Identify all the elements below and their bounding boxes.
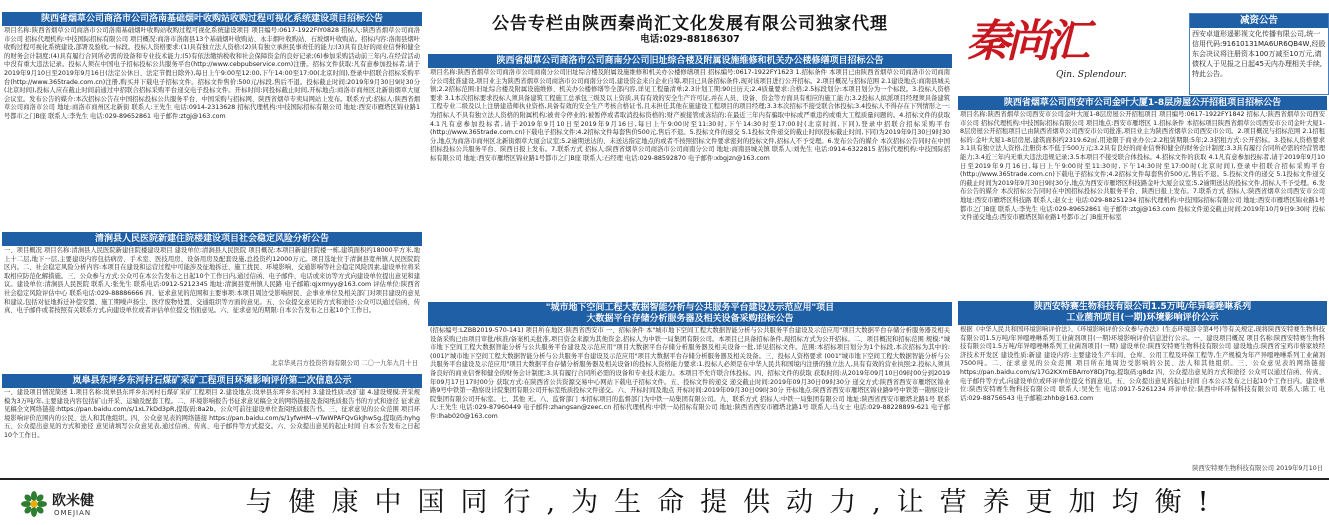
notice-title <box>958 301 1327 325</box>
logo-chinese: 秦尚汇 <box>966 16 1086 67</box>
notice-text: 项目名称:陕西省烟草公司商洛市公司商南分公司旧址综合楼及附属设施维修和机关办公楼修缮项目 招标编号:0617-1922FY1623 1.招标条件 本项目已由陕西省烟草公司商洛市公司商南分公司批准建设,项目业主为陕西省烟草公司商洛市公司商南分公司,建设资金来自企业自筹,项目已具备招标条件,现对该项目进行公开招标。2.项目概况与招标范围 2.1建设地点:商南县城关镇;2.2招标范围:旧址综合楼及附属设施维修、机关办公楼修缮等全部内容,详见工程量清单;2.3计划工期:90日历天;2.4质量要求:合格;2.5标段划分:本项目划分为一个标段。3.投标人资格要求 3.1本次招标要求投标人须具备建筑工程施工总承包三级及以上资质,具有有效的安全生产许可证,并在人员、设备、资金等方面具有相应的施工能力;3.2投标人拟派项目经理须具备建筑工程专业二级及以上注册建造师执业资格,具备有效的安全生产考核合格证书,且未担任其他在施建设工程项目的项目经理;3.3本次招标不接受联合体投标;3.4投标人不得存在下列情形之一:为招标人不具有独立法人资格的附属机构;被责令停业的;被暂停或者取消投标资格的;财产被接管或冻结的;在最近三年内有骗取中标或严重违约或重大工程质量问题的。4.招标文件的获取 4.1凡有意参加投标者,请于2019年9月10日至2019年9月16日,每日上午9:00时至11:30时,下午14:30时至17:00时(北京时间,下同),登录中招联合招标采购平台(http://www.365trade.com.cn)下载电子招标文件;4.2招标文件每套售价500元,售后不退。5.投标文件的递交 5.1投标文件递交的截止时间(投标截止时间,下同)为2019年9月30日9时30分,地点为商洛市商州区北新街烟草大厦会议室;5.2逾期送达的、未送达指定地点的或者不按照招标文件要求密封的投标文件,招标人不予受理。6.发布公告的媒介 本次招标公告同时在中国招标投标公共服务平台、陕西日报上发布。7.联系方式 招标人:陕西省烟草公司商洛市公司商南分公司 地址:商南县城关镇 联系人:刘先生 电话:0914-6322815 招标代理机构:中技国际招标有限公司 地址:西安市雁塔区锦业路1号都市之门B座 联系人:石经理 电话:029-88592870 电子邮件:xbgjzn@163.com <box>430 69 950 162</box>
notice-qingjian-hospital <box>2 232 422 372</box>
notice-title: 陕西省烟草公司商洛市公司商南分公司旧址综合楼及附属设施维修和机关办公楼修缮项目招标公告 <box>428 54 952 68</box>
notice-text: (招标编号:LZBB2019-570-141) 项目所在地区:陕西省西安市 一、招标条件 本"城市地下空间工程大数据智能分析与公共服务平台建设及示范应用"项目大数据平台存储分析服务器及相关设备采购已由项目审批/核准/备案机关批准,项目资金来源为其他资金,招标人为中铁一局集团有限公司。本项目已具备招标条件,现招标方式为公开招标。二、项目概况和招标范围 规模:"城市地下空间工程大数据智能分析与公共服务平台建设及示范应用"项目大数据平台存储分析服务器及相关设备一批,详见招标文件。范围:本招标项目划分为1个标段,本次招标为其中的:(001)"城市地下空间工程大数据智能分析与公共服务平台建设及示范应用"项目大数据平台存储分析服务器及相关设备。三、投标人资格要求 (001"城市地下空间工程大数据智能分析与公共服务平台建设及示范应用"项目大数据平台存储分析服务器及相关设备)的投标人资格能力要求:1.投标人必须是在中华人民共和国境内注册的独立法人,具有有效的营业执照;2.投标人须具备良好的商业信誉和健全的财务会计制度;3.具有履行合同所必需的设备和专业技术能力。本项目不允许联合体投标。四、招标文件的获取 获取时间:从2019年09月10日09时00分到2019年09月17日17时00分 获取方式:在陕西省公共资源交易中心网站下载电子招标文件。五、投标文件的递交 递交截止时间:2019年09月30日09时30分 递交方式:陕西省西安市雁塔区锦业路9号中铁第一勘察设计院集团有限公司开标室纸质投标文件递交。六、开标时间及地点 开标时间:2019年09月30日09时30分 开标地点:陕西省西安市雁塔区锦业路9号中铁第一勘察设计院集团有限公司开标室。七、其他 无。八、监督部门 本招标项目的监督部门为中铁一局集团有限公司。九、联系方式 招标人:中铁一局集团有限公司 地址:陕西省西安市雁塔北路1号 联系人:王先生 电话:029-87960449 电子邮件:zhangsan@zeec.cn 招标代理机构:中铁一局招标有限公司 地址:陕西省西安市雁塔北路1号 联系人:马女士 电话:029-88228899-621 电子邮件:lhab020@163.com <box>430 327 950 420</box>
notice-antesai-eia <box>958 301 1327 475</box>
notice-text: 根据《中华人民共和国环境影响评价法》、《环境影响评价公众参与办法》(生态环境部令第4号)等有关规定,现将陕西安特赛生物科技有限公司1.5万吨/年异噁唑啉系列工业菌剂项目(一期)环境影响评价信息进行公示。一、建设项目概况 项目名称:陕西安特赛生物科技有限公司1.5万吨/年异噁唑啉系列工业菌剂项目(一期) 建设单位:陕西安特赛生物科技有限公司 建设地点:陕西省宝鸡市蔡家坡经济技术开发区 建设性质:新建 建设内容:主要建设生产车间、仓库、公用工程及环保工程等,生产规模为年产异噁唑啉系列工业菌剂7500吨。二、征求意见的公众范围 项目所在地周边受影响的公民、法人和其他组织。三、公众意见表的网络链接 https://pan.baidu.com/s/17G2KXmEBArroY8DJ7tg,提取码:g8dz 四、公众提出意见的方式和途径 公众可以通过信函、传真、电子邮件等方式,向建设单位或环评单位提交书面意见。五、公众提出意见的起止时间 自本公示发布之日起10个工作日内。建设单位:陕西安特赛生物科技有限公司 联系人:吴先生 电话:0917-5261234 环评单位:陕西中环环保科技有限公司 联系人:陈工 电话:029-88756543 电子邮箱:zhhb@163.com <box>960 326 1325 402</box>
omejian-footer-ad <box>0 478 1329 525</box>
notice-text: 一、建设项目情况简述 1.项目名称:岚皋县东坪乡东河村石煤矿采矿工程项目 2.建设地点:岚皋县东坪乡东河村 3.建设性质:改扩建 4.建设规模:开采规模为3万吨/年,主要建设内容包括矿山开采、运输及配套工程。二、环境影响报告书征求意见稿全文的网络链接及查阅纸质报告书的方式和途径 征求意见稿全文网络链接:https://pan.baidu.com/s/1xL7kDd3pR,提取码:8a2b。公众可前往建设单位查阅纸质报告书。三、征求意见的公众范围 项目环境影响评价范围内的公民、法人和其他组织。四、公众意见表的网络链接 https://pan.baidu.com/s/1yfwHM--vTwWPAFQvGkJhw5g,提取码:hyhg 五、公众提出意见的方式和途径 意见请填写公众意见表,通过信函、传真、电子邮件等方式提交。六、公众提出意见的起止时间 自本公告发布之日起10个工作日。 <box>4 389 420 439</box>
notice-tobacco-shangnan <box>428 54 952 300</box>
footer-slogan: 与健康中国同行,为生命提供动力,让营养更加均衡! <box>245 487 1225 518</box>
notice-title-line1: 陕西安特赛生物科技有限公司1.5万吨/年异噁唑啉系列 <box>1033 302 1252 312</box>
logo-english: Qin. Splendour. <box>1056 70 1127 80</box>
notice-text: 一、项目概况 项目名称:清涧县人民医院新建住院楼建设项目 建设单位:清涧县人民医院 项目概况:本项目新建住院楼一栋,建筑面积约18000平方米,地上十二层,地下一层,主要建设内容包括病房、手术室、医技用房、设备用房及配套设施,总投资约12000万元。项目选址位于清涧县宽州镇人民医院院区内。二、社会稳定风险分析内容:本项目在建设和运营过程中可能涉及征地拆迁、施工扰民、环境影响、交通影响等社会稳定风险因素,建设单位将采取相应防范化解措施。三、公众参与方式:公众可在本公告发布之日起10个工作日内,通过信函、电子邮件、电话或来访等方式向建设单位提出意见和建议。建设单位:清涧县人民医院 联系人:张先生 联系电话:0912-5212345 地址:清涧县宽州镇人民路 电子邮箱:qjxrmyy@163.com 评估单位:陕西省社会稳定风险评估中心 联系电话:029-88886666 四、征求意见的范围和主要事项:本项目周边受影响居民、企事业单位及相关部门对项目建设的意见和建议,包括对征地拆迁补偿安置、施工期噪声扬尘、医疗废物处置、交通组织等方面的意见。五、公众提交意见的方式和途径:公众可以通过信函、传真、电子邮件或者按照有关联系方式,向建设单位或者评估单位提交书面意见。六、征求意见的期限:自本公告发布之日起10个工作日。 <box>4 247 420 315</box>
notice-tobacco-luonan <box>2 12 422 229</box>
notice-title: 陕西省烟草公司西安市公司金叶大厦1-8层房屋公开招租项目招标公告 <box>958 96 1327 110</box>
notice-title-line2: 大数据平台存储分析服务器及相关设备采购招标公告 <box>586 314 794 324</box>
sponsor-phone: 电话:029-88186307 <box>640 34 740 45</box>
notice-title: 陕西省烟草公司商洛市公司洛南基础烟叶收购站收购过程可视化系统建设项目招标公告 <box>2 12 422 26</box>
notice-signature: 陕西安特赛生物科技有限公司 2019年9月10日 <box>1192 465 1323 472</box>
notice-title: 清涧县人民医院新建住院楼建设项目社会稳定风险分析公告 <box>2 232 422 246</box>
notice-title-line2: 工业菌剂项目(一期)环境影响评价公示 <box>1066 313 1219 323</box>
notice-body <box>428 68 952 300</box>
notice-body <box>2 388 422 476</box>
notice-title: 减资公告 <box>1190 14 1328 28</box>
column-right <box>958 96 1327 476</box>
omejian-brand: 欧米健 <box>52 493 94 509</box>
notice-body <box>958 110 1327 299</box>
notice-title-line1: "城市地下空间工程大数据智能分析与公共服务平台建设及示范应用"项目 <box>545 303 835 313</box>
notice-body <box>2 246 422 360</box>
notice-body <box>2 26 422 228</box>
qinshanghui-logo <box>958 14 1186 92</box>
sponsor-title: 公告专栏由陕西秦尚汇文化发展有限公司独家代理 <box>492 14 888 34</box>
omejian-flower-icon <box>20 490 48 518</box>
notice-text: 项目名称:陕西省烟草公司西安市公司金叶大厦1-8层房屋公开招租项目 项目编号:0617-1922FY1842 招标人:陕西省烟草公司西安市公司 招标代理机构:中技国际招标有限公司 项目地点:西安市雁塔区 1.招标条件 本招标项目陕西省烟草公司西安市公司金叶大厦1-8层房屋公开招租项目已由陕西省烟草公司西安市公司批准,项目业主为陕西省烟草公司西安市公司。2.项目概况与招标范围 2.1招租标的:金叶大厦1-8层房屋,建筑面积约2319.62㎡,用途限于商业办公;2.2租赁期限:5年;2.3招租方式:公开招标。3.投标人资格要求 3.1具有独立法人资格,注册资本不低于500万元;3.2具有良好的商业信誉和健全的财务会计制度;3.3具有履行合同所必需的经营管理能力;3.4近三年内无重大违法违规记录;3.5本项目不接受联合体投标。4.招标文件的获取 4.1凡有意参加投标者,请于2019年9月10日至2019年9月16日,每日上午9:00时至11:30时,下午14:30时至17:00时(北京时间),登录中招联合招标采购平台(http://www.365trade.com.cn)下载电子招标文件;4.2招标文件每套售价500元,售后不退。5.投标文件的递交 5.1投标文件递交的截止时间为2019年9月30日9时30分,地点为西安市雁塔区科技路金叶大厦会议室;5.2逾期送达的投标文件,招标人不予受理。6.发布公告的媒介 本次招标公告同时在中国招标投标公共服务平台、陕西日报上发布。7.联系方式 招标人:陕西省烟草公司西安市公司 地址:西安市雁塔区科技路 联系人:赵女士 电话:029-88251234 招标代理机构:中技国际招标有限公司 地址:西安市雁塔区锦业路1号都市之门B座 联系人:李先生 电话:029-89652861 电子邮件:ztgj@163.com 投标文件递交截止时间:2019年10月9日9:30时 投标文件递交地点:西安市雁塔区锦业路1号都市之门B座开标室 <box>960 111 1325 222</box>
notice-title <box>428 302 952 326</box>
notice-title: 岚皋县东坪乡东河村石煤矿采矿工程项目环境影响评价第二次信息公示 <box>2 374 422 388</box>
notice-tobacco-xian-jinye <box>958 96 1327 299</box>
notice-body: 西安卓道形遥影视文化传播有限公司,统一信用代码:91610131MA6UR6QB4W,经股东会决议将注册资本100万减至10万元,请债权人于见报之日起45天内办理相关手续,特此公告。 <box>1192 30 1326 78</box>
omejian-brand-en: OMEJIAN <box>54 509 92 517</box>
sponsor-banner <box>428 14 952 54</box>
column-left <box>2 12 422 476</box>
omejian-logo <box>20 488 130 522</box>
notice-signature: 北京华灵吕方投资咨询有限公司 二〇一九年九月十日 <box>271 360 418 367</box>
notice-body <box>958 325 1327 465</box>
notice-bigdata-platform <box>428 302 952 476</box>
notice-body <box>428 326 952 476</box>
notice-text: 项目名称:陕西省烟草公司商洛市公司洛南基础烟叶收购站收购过程可视化系统建设项目 项目编号:0617-1922FIY0828 招标人:陕西省烟草公司商洛市公司 招标代理机构:中技国际招标有限公司 项目概况:商洛市洛南县13个基础烟叶收购站、永丰烟叶收购站、石坡烟叶收购站。招标内容:洛南县烟叶收购过程可视化系统建设,部署及验收,一标段。投标人资格要求:(1)具有独立法人资格;(2)具有独立承担民事责任的能力;(3)具有良好的商业信誉和健全的财务会计制度;(4)具有履行合同所必需的设备和专业技术能力;(5)有依法缴纳税收和社会保障资金的良好记录;(6)参加采购活动前三年内,在经营活动中没有重大违法记录。投标人须在中国电子招标投标公共服务平台(http://www.cebpubservice.com)注册。招标文件获取:凡有意参加投标者,请于2019年9月10日至2019年9月16日(法定公休日、法定节假日除外),每日上午9:00至12:00,下午14:00至17:00(北京时间),登录中招联合招标采购平台(http://www.365trade.com.cn)注册,购买并下载电子招标文件。招标文件售价:500元/标段,售后不退。投标截止时间:2019年9月30日9时30分(北京时间),投标人应在截止时间前通过中招联合招标采购平台递交电子投标文件。开标时间:同投标截止时间,开标地点:商洛市商州区北新街烟草大厦会议室。发布公告的媒介:本次招标公告在中国招标投标公共服务平台、中国采购与招标网、陕西省烟草专卖局网站上发布。联系方式:招标人:陕西省烟草公司商洛市公司 地址:商洛市商州区北新街 联系人:王先生 电话:0914-2313628 招标代理机构:中技国际招标有限公司 地址:西安市雁塔区锦业路1号都市之门B座 联系人:李先生 电话:029-89652861 电子邮件:ztgj@163.com <box>4 27 420 120</box>
notice-capital-reduction <box>1189 13 1329 95</box>
notice-langao-mine <box>2 374 422 476</box>
column-middle <box>428 12 952 476</box>
